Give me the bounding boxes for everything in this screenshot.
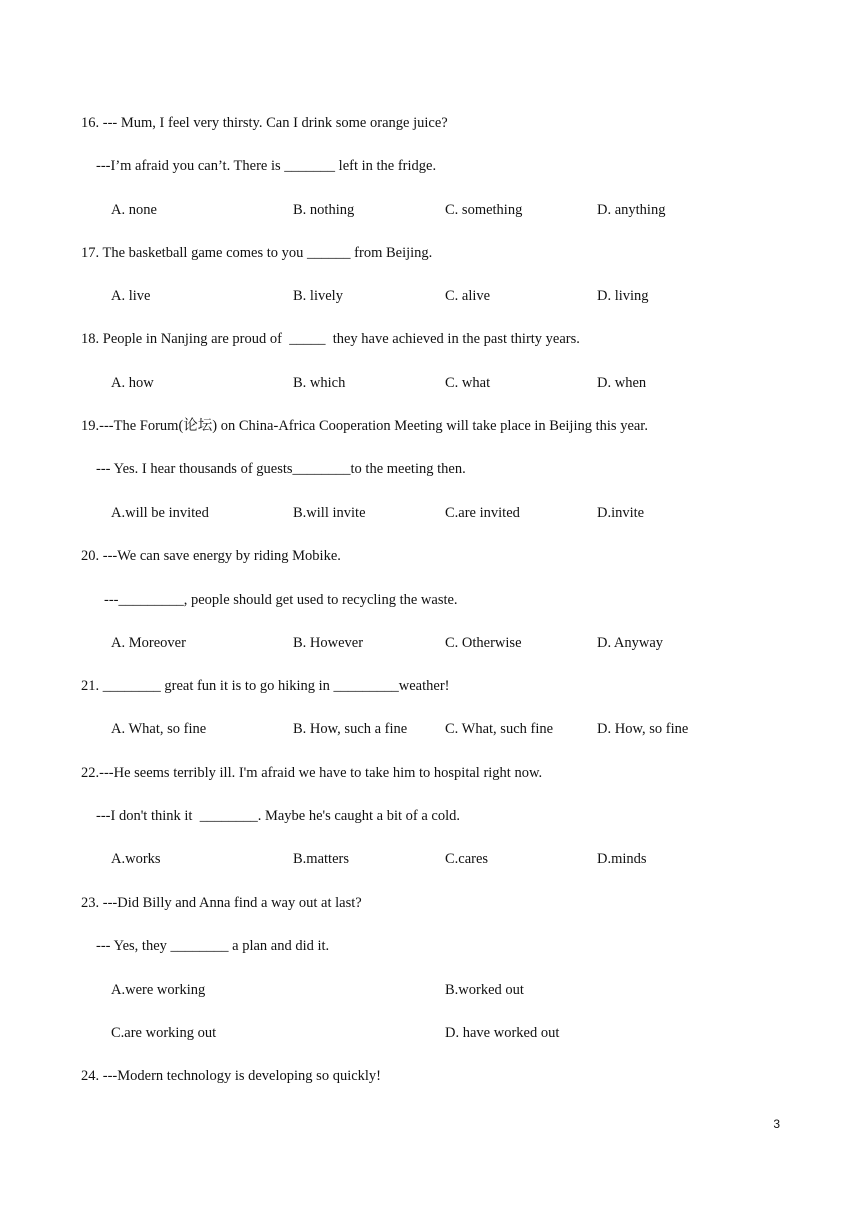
question-22-stem: 22.---He seems terribly ill. I'm afraid we have to take him to hospital right now. <box>81 765 543 781</box>
question-21-option-b: B. How, such a fine <box>293 721 408 737</box>
question-20-option-c: C. Otherwise <box>445 635 522 651</box>
question-22-reply: ---I don't think it ________. Maybe he's caught a bit of a cold. <box>96 808 461 824</box>
question-18-stem: 18. People in Nanjing are proud of _____ they have achieved in the past thirty years. <box>81 331 580 347</box>
question-20-reply: ---_________, people should get used to recycling the waste. <box>104 592 458 608</box>
question-21-stem: 21. ________ great fun it is to go hiking in _________weather! <box>81 678 450 694</box>
question-20-option-b: B. However <box>293 635 364 651</box>
question-21-option-a: A. What, so fine <box>111 721 207 737</box>
question-23-option-c: C.are working out <box>111 1025 217 1041</box>
question-23-reply: --- Yes, they ________ a plan and did it. <box>96 938 330 954</box>
question-19-stem: 19.---The Forum(论坛) on China-Africa Cooperation Meeting will take place in Beijing this year. <box>81 418 648 434</box>
question-19-option-b: B.will invite <box>293 505 366 521</box>
question-22-option-b: B.matters <box>293 851 349 867</box>
page-number: 3 <box>773 1117 780 1131</box>
question-19-option-c: C.are invited <box>445 505 520 521</box>
question-18-option-c: C. what <box>445 375 491 391</box>
question-23-stem: 23. ---Did Billy and Anna find a way out at last? <box>81 895 362 911</box>
question-16-option-d: D. anything <box>597 202 666 218</box>
question-21-option-d: D. How, so fine <box>597 721 689 737</box>
question-16-reply: ---I’m afraid you can’t. There is _______ left in the fridge. <box>96 158 437 174</box>
question-17-option-a: A. live <box>111 288 151 304</box>
question-16-option-a: A. none <box>111 202 157 218</box>
question-19-option-a: A.will be invited <box>111 505 209 521</box>
question-18-option-a: A. how <box>111 375 154 391</box>
question-18-option-b: B. which <box>293 375 346 391</box>
question-21-option-c: C. What, such fine <box>445 721 554 737</box>
question-17-stem: 17. The basketball game comes to you ______ from Beijing. <box>81 245 433 261</box>
question-24-stem: 24. ---Modern technology is developing so quickly! <box>81 1068 382 1084</box>
question-16-option-b: B. nothing <box>293 202 355 218</box>
question-20-option-d: D. Anyway <box>597 635 664 651</box>
question-23-option-a: A.were working <box>111 982 206 998</box>
question-18-option-d: D. when <box>597 375 647 391</box>
question-19-reply: --- Yes. I hear thousands of guests________to the meeting then. <box>96 461 466 477</box>
question-17-option-c: C. alive <box>445 288 491 304</box>
question-20-stem: 20. ---We can save energy by riding Mobike. <box>81 548 341 564</box>
question-17-option-d: D. living <box>597 288 649 304</box>
question-22-option-d: D.minds <box>597 851 647 867</box>
question-22-option-c: C.cares <box>445 851 489 867</box>
question-23-option-b: B.worked out <box>445 982 524 998</box>
question-16-option-c: C. something <box>445 202 523 218</box>
question-16-stem: 16. --- Mum, I feel very thirsty. Can I drink some orange juice? <box>81 115 448 131</box>
question-23-option-d: D. have worked out <box>445 1025 560 1041</box>
question-20-option-a: A. Moreover <box>111 635 186 651</box>
question-19-option-d: D.invite <box>597 505 645 521</box>
question-17-option-b: B. lively <box>293 288 343 304</box>
question-22-option-a: A.works <box>111 851 161 867</box>
